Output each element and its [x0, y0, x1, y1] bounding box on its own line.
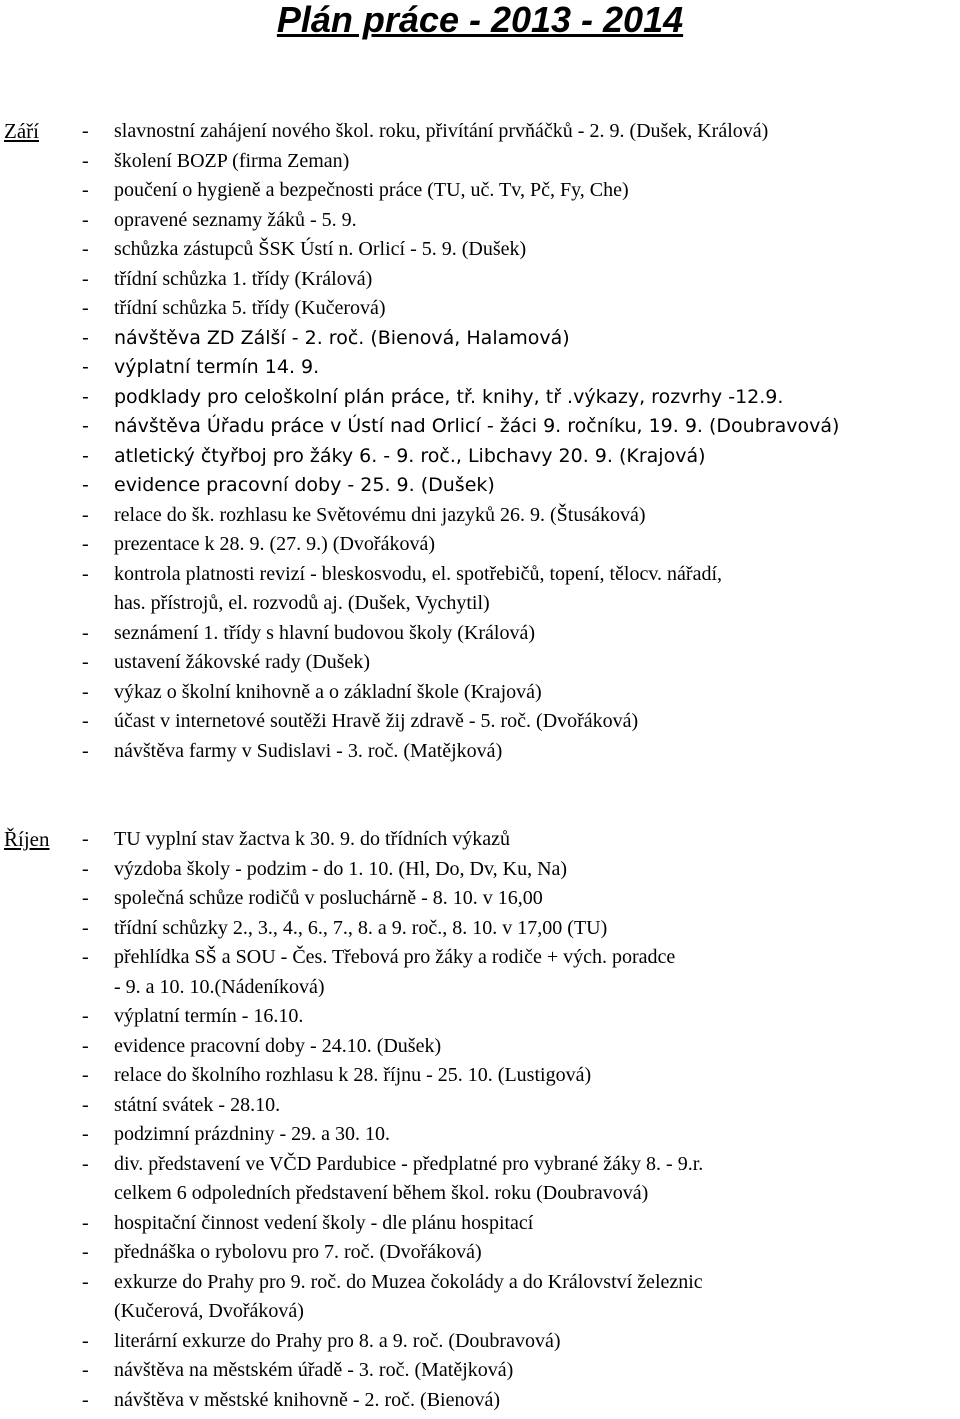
bullet-dash: -: [82, 739, 89, 762]
bullet-dash: -: [82, 1064, 89, 1086]
list-item-text: poučení o hygieně a bezpečnosti práce (TU, uč. Tv, Pč, Fy, Che): [114, 179, 629, 201]
bullet-dash: -: [82, 621, 89, 644]
list-item-text: výkaz o školní knihovně a o základní škole (Krajová): [114, 680, 542, 703]
bullet-dash: -: [82, 238, 89, 260]
list-item-text: div. představení ve VČD Pardubice - předplatné pro vybrané žáky 8. - 9.r.: [114, 1152, 704, 1175]
bullet-dash: -: [82, 356, 89, 378]
list-item-text: exkurze do Prahy pro 9. roč. do Muzea čokolády a do Království železnic: [114, 1270, 703, 1293]
list-item: [0, 1327, 960, 1357]
section-zari: [0, 117, 960, 766]
list-item: [0, 1032, 960, 1062]
list-item-text: třídní schůzky 2., 3., 4., 6., 7., 8. a 9. roč., 8. 10. v 17,00 (TU): [114, 916, 608, 939]
list-item-continuation: [0, 973, 960, 1003]
list-item: [0, 353, 960, 383]
list-item-text: kontrola platnosti revizí - bleskosvodu, el. spotřebičů, topení, tělocv. nářadí,: [114, 562, 722, 585]
list-item-text: - 9. a 10. 10.(Nádeníková): [114, 975, 325, 998]
list-item: [0, 707, 960, 737]
list-item: [0, 1091, 960, 1121]
list-item-text: slavnostní zahájení nového škol. roku, přivítání prvňáčků - 2. 9. (Dušek, Králová): [114, 120, 769, 142]
bullet-dash: -: [82, 828, 89, 850]
bullet-dash: -: [82, 651, 89, 673]
list-item: [0, 678, 960, 708]
bullet-dash: -: [82, 385, 89, 408]
list-item: [0, 324, 960, 354]
bullet-dash: -: [82, 1241, 89, 1263]
list-item-text: seznámení 1. třídy s hlavní budovou školy (Králová): [114, 621, 536, 644]
list-item-text: hospitační činnost vedení školy - dle plánu hospitací: [114, 1211, 534, 1234]
bullet-dash: -: [82, 1005, 89, 1027]
list-item: [0, 825, 960, 855]
list-item: [0, 619, 960, 649]
list-item: [0, 1356, 960, 1386]
bullet-dash: -: [82, 1152, 89, 1175]
list-item: [0, 1238, 960, 1268]
bullet-dash: -: [82, 1359, 89, 1381]
list-item: [0, 737, 960, 767]
list-item: [0, 914, 960, 944]
bullet-dash: -: [82, 1388, 89, 1411]
list-item: [0, 884, 960, 914]
bullet-dash: -: [82, 297, 89, 319]
bullet-dash: -: [82, 503, 89, 526]
list-item: [0, 176, 960, 206]
list-item: [0, 501, 960, 531]
bullet-dash: -: [82, 120, 89, 142]
bullet-dash: -: [82, 179, 89, 201]
month-heading-zari: Září: [4, 119, 39, 143]
list-item: [0, 1268, 960, 1298]
list-item-text: přednáška o rybolovu pro 7. roč. (Dvořáková): [114, 1241, 482, 1263]
list-item: [0, 1150, 960, 1180]
bullet-dash: -: [82, 326, 89, 349]
bullet-dash: -: [82, 1329, 89, 1352]
bullet-dash: -: [82, 533, 89, 555]
list-item-text: přehlídka SŠ a SOU - Čes. Třebová pro žáky a rodiče + vých. poradce: [114, 946, 676, 968]
list-item-text: podzimní prázdniny - 29. a 30. 10.: [114, 1123, 391, 1145]
page-title: Plán práce - 2013 - 2014: [276, 0, 684, 40]
list-item-text: návštěva na městském úřadě - 3. roč. (Matějková): [114, 1359, 514, 1381]
list-item-text: atletický čtyřboj pro žáky 6. - 9. roč., Libchavy 20. 9. (Krajová): [114, 444, 706, 467]
list-item-text: has. přístrojů, el. rozvodů aj. (Dušek, Vychytil): [114, 592, 490, 614]
list-item-text: návštěva ZD Zálší - 2. roč. (Bienová, Halamová): [114, 326, 570, 349]
list-item-text: společná schůze rodičů v posluchárně - 8. 10. v 16,00: [114, 887, 543, 909]
bullet-dash: -: [82, 444, 89, 467]
list-item: [0, 1386, 960, 1416]
item-list-rijen: [0, 825, 960, 1415]
list-item-text: návštěva v městské knihovně - 2. roč. (Bienová): [114, 1388, 501, 1411]
list-item: [0, 530, 960, 560]
list-item-text: výplatní termín 14. 9.: [114, 356, 320, 378]
list-item: [0, 1061, 960, 1091]
list-item-text: podklady pro celoškolní plán práce, tř. knihy, tř .výkazy, rozvrhy -12.9.: [114, 385, 784, 408]
bullet-dash: -: [82, 562, 89, 585]
list-item-text: opravené seznamy žáků - 5. 9.: [114, 208, 357, 231]
list-item-text: školení BOZP (firma Zeman): [114, 149, 350, 172]
bullet-dash: -: [82, 1211, 89, 1234]
list-item-text: účast v internetové soutěži Hravě žij zdravě - 5. roč. (Dvořáková): [114, 710, 639, 732]
list-item: [0, 206, 960, 236]
list-item-text: třídní schůzka 1. třídy (Králová): [114, 267, 373, 290]
list-item-text: státní svátek - 28.10.: [114, 1093, 281, 1116]
list-item-text: návštěva Úřadu práce v Ústí nad Orlicí - žáci 9. ročníku, 19. 9. (Doubravová): [114, 415, 840, 437]
bullet-dash: -: [82, 1270, 89, 1293]
bullet-dash: -: [82, 1034, 89, 1057]
list-item-text: relace do školního rozhlasu k 28. říjnu - 25. 10. (Lustigová): [114, 1064, 592, 1086]
list-item: [0, 471, 960, 501]
list-item: [0, 560, 960, 590]
list-item: [0, 412, 960, 442]
bullet-dash: -: [82, 1123, 89, 1145]
bullet-dash: -: [82, 857, 89, 880]
list-item: [0, 1120, 960, 1150]
list-item-text: výplatní termín - 16.10.: [114, 1005, 304, 1027]
bullet-dash: -: [82, 474, 89, 496]
list-item: [0, 294, 960, 324]
bullet-dash: -: [82, 710, 89, 732]
bullet-dash: -: [82, 208, 89, 231]
list-item-text: ustavení žákovské rady (Dušek): [114, 651, 371, 673]
list-item-text: třídní schůzka 5. třídy (Kučerová): [114, 297, 386, 319]
section-rijen: [0, 825, 960, 1415]
list-item-text: návštěva farmy v Sudislavi - 3. roč. (Matějková): [114, 739, 503, 762]
list-item: [0, 117, 960, 147]
list-item-text: evidence pracovní doby - 25. 9. (Dušek): [114, 474, 495, 496]
list-item-text: výzdoba školy - podzim - do 1. 10. (Hl, Do, Dv, Ku, Na): [114, 857, 568, 880]
list-item-text: relace do šk. rozhlasu ke Světovému dni jazyků 26. 9. (Štusáková): [114, 503, 646, 526]
list-item-text: prezentace k 28. 9. (27. 9.) (Dvořáková): [114, 533, 435, 555]
month-heading-rijen: Říjen: [4, 827, 50, 851]
bullet-dash: -: [82, 946, 89, 968]
list-item-text: schůzka zástupců ŠSK Ústí n. Orlicí - 5. 9. (Dušek): [114, 238, 527, 260]
bullet-dash: -: [82, 415, 89, 437]
list-item-text: evidence pracovní doby - 24.10. (Dušek): [114, 1034, 442, 1057]
bullet-dash: -: [82, 916, 89, 939]
list-item-continuation: [0, 589, 960, 619]
list-item: [0, 235, 960, 265]
list-item: [0, 943, 960, 973]
list-item-text: (Kučerová, Dvořáková): [114, 1300, 304, 1322]
list-item: [0, 1002, 960, 1032]
bullet-dash: -: [82, 680, 89, 703]
list-item: [0, 147, 960, 177]
bullet-dash: -: [82, 1093, 89, 1116]
bullet-dash: -: [82, 149, 89, 172]
list-item: [0, 442, 960, 472]
list-item-text: celkem 6 odpoledních představení během škol. roku (Doubravová): [114, 1182, 649, 1204]
bullet-dash: -: [82, 267, 89, 290]
list-item: [0, 265, 960, 295]
list-item: [0, 855, 960, 885]
list-item: [0, 1209, 960, 1239]
list-item-text: TU vyplní stav žactva k 30. 9. do třídních výkazů: [114, 828, 511, 850]
list-item-continuation: [0, 1297, 960, 1327]
list-item-continuation: [0, 1179, 960, 1209]
list-item-text: literární exkurze do Prahy pro 8. a 9. roč. (Doubravová): [114, 1329, 561, 1352]
item-list-zari: [0, 117, 960, 766]
bullet-dash: -: [82, 887, 89, 909]
list-item: [0, 383, 960, 413]
list-item: [0, 648, 960, 678]
